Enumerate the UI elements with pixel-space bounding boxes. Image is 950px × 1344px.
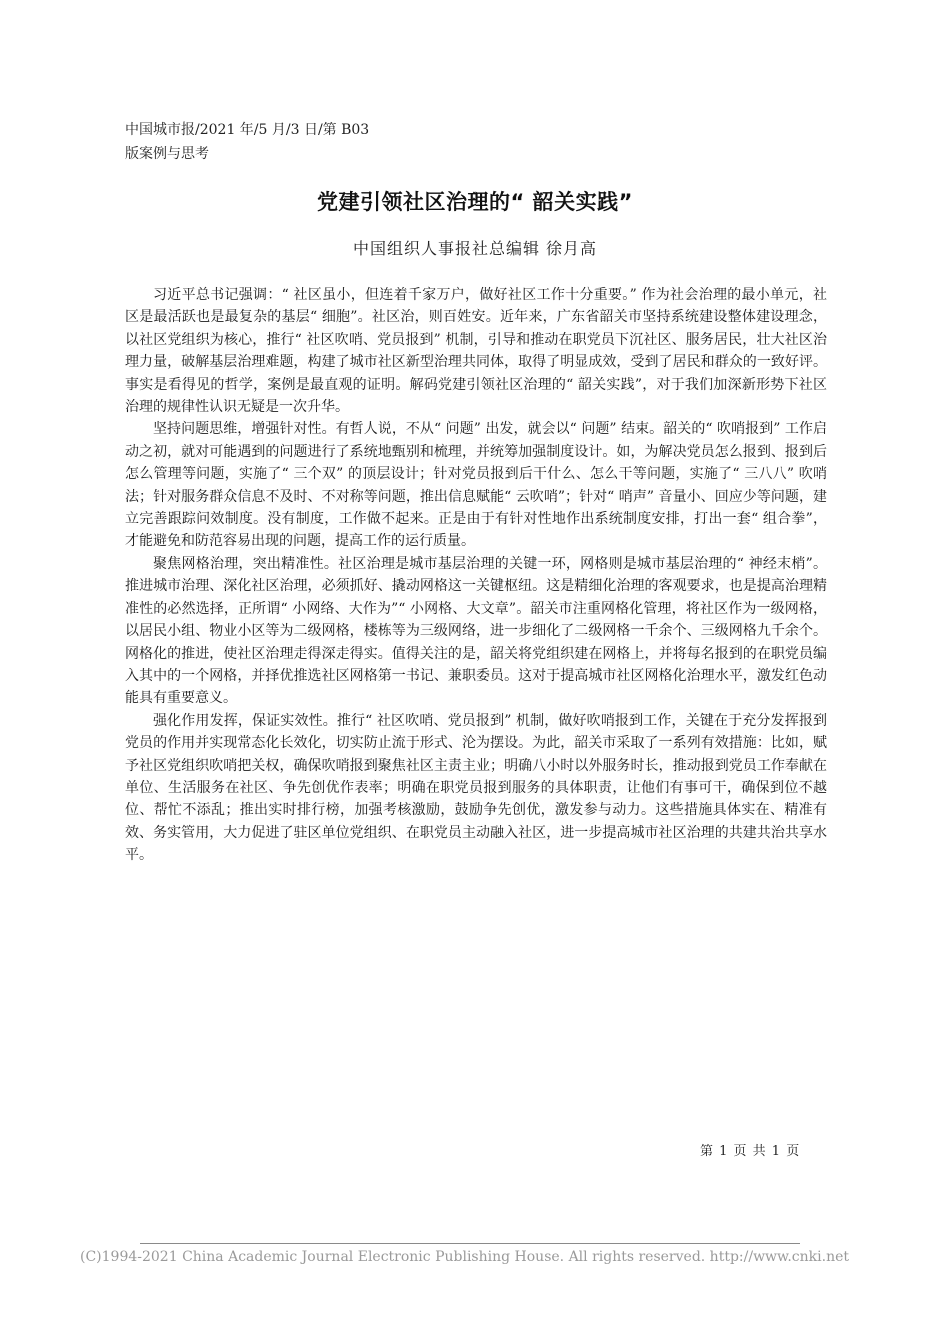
source-citation	[125, 118, 525, 166]
footer-divider	[140, 1243, 800, 1244]
paragraph-intro: 习近平总书记强调：“ 社区虽小，但连着千家万户，做好社区工作十分重要。” 作为社会治理的最小单元，社区是最活跃也是最复杂的基层“ 细胞”。社区治，则百姓安。近年来，广东省韶关市坚持系统建设整体建设理念，以社区党组织为核心，推行“ 社区吹哨、党员报到” 机制，引导和推动在职党员下沉社区、服务居民，壮大社区治理力量，破解基层治理难题，构建了城市社区新型治理共同体，取得了明显成效，受到了居民和群众的一致好评。事实是看得见的哲学，案例是最直观的证明。解码党建引领社区治理的“ 韶关实践”，对于我们加深新形势下社区治理的规律性认识无疑是一次升华。	[125, 287, 827, 416]
page-indicator: 第 1 页 共 1 页	[700, 1144, 800, 1159]
copyright-footer: (C)1994-2021 China Academic Journal Electronic Publishing House. All rights reserved. http://www.cnki.net	[80, 1249, 850, 1265]
article-body	[125, 284, 827, 867]
article-byline: 中国组织人事报社总编辑 徐月高	[352, 239, 598, 258]
paragraph-problem-thinking: 坚持问题思维，增强针对性。有哲人说，不从“ 问题” 出发，就会以“ 问题” 结束。韶关的“ 吹哨报到” 工作启动之初，就对可能遇到的问题进行了系统地甄别和梳理，并统筹加强制度设计。如，为解决党员怎么报到、报到后怎么管理等问题，实施了“ 三个双” 的顶层设计；针对党员报到后干什么、怎么干等问题，实施了“ 三八八” 吹哨法；针对服务群众信息不及时、不对称等问题，推出信息赋能“ 云吹哨”；针对“ 哨声” 音量小、回应少等问题，建立完善跟踪问效制度。没有制度，工作做不起来。正是由于有针对性地作出系统制度安排，打出一套“ 组合拳”，才能避免和防范容易出现的问题，提高工作的运行质量。	[125, 421, 827, 550]
source-line-1: 中国城市报/2021 年/5 月/3 日/第 B03	[125, 122, 370, 138]
paragraph-grid-governance: 聚焦网格治理，突出精准性。社区治理是城市基层治理的关键一环，网格则是城市基层治理的“ 神经末梢”。推进城市治理、深化社区治理，必须抓好、撬动网格这一关键枢纽。这是精细化治理的客观要求，也是提高治理精准性的必然选择，正所谓“ 小网络、大作为”“ 小网格、大文章”。韶关市注重网格化管理，将社区作为一级网格，以居民小组、物业小区等为二级网格，楼栋等为三级网络，进一步细化了二级网格一千余个、三级网格九千余个。网格化的推进，使社区治理走得深走得实。值得关注的是，韶关将党组织建在网格上，并将每名报到的在职党员编入其中的一个网格，并择优推选社区网格第一书记、兼职委员。这对于提高城市社区网格化治理水平，激发红色动能具有重要意义。	[125, 555, 827, 707]
paragraph-effectiveness: 强化作用发挥，保证实效性。推行“ 社区吹哨、党员报到” 机制，做好吹哨报到工作，关键在于充分发挥报到党员的作用并实现常态化长效化，切实防止流于形式、沦为摆设。为此，韶关市采取了一系列有效措施：比如，赋予社区党组织吹哨把关权，确保吹哨报到聚焦社区主责主业；明确八小时以外服务时长，推动报到党员工作奉献在单位、生活服务在社区、争先创优作表率；明确在职党员报到服务的具体职责，让他们有事可干，确保到位不越位、帮忙不添乱；推出实时排行榜，加强考核激励，鼓励争先创优，激发参与动力。这些措施具体实在、精准有效、务实管用，大力促进了驻区单位党组织、在职党员主动融入社区，进一步提高城市社区治理的共建共治共享水平。	[125, 712, 827, 864]
source-line-2: 版案例与思考	[125, 146, 209, 162]
article-title: 党建引领社区治理的“ 韶关实践”	[317, 190, 633, 214]
